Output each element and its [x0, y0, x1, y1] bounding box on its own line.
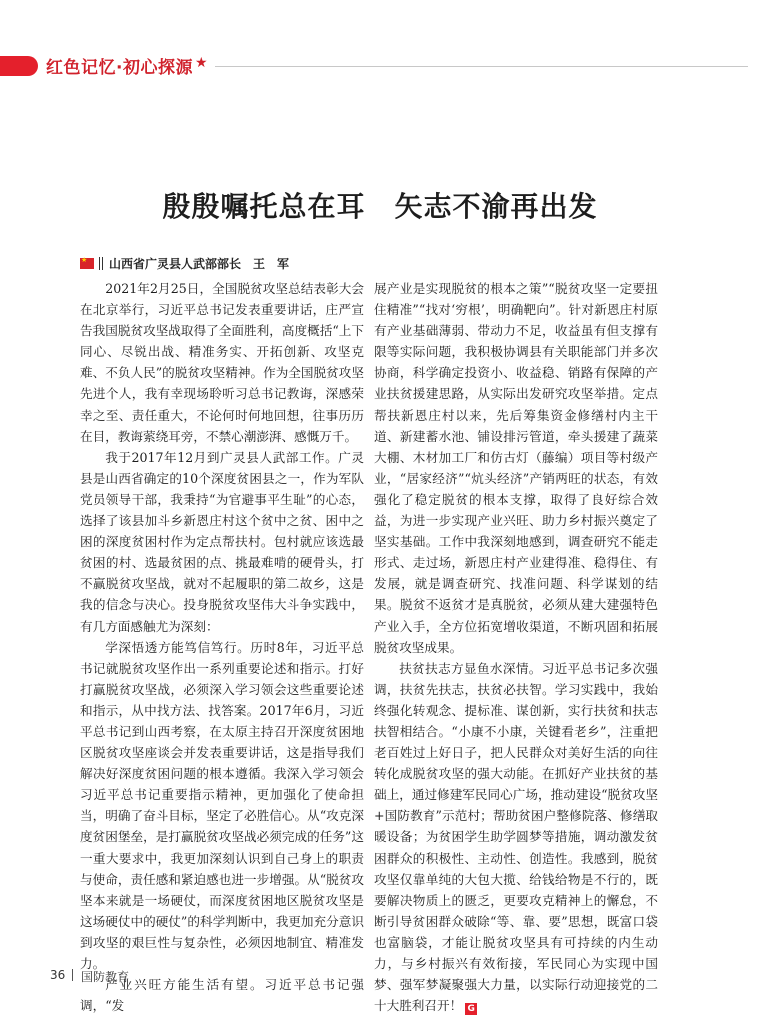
paragraph: 产业兴旺方能生活有望。习近平总书记强调，“发: [80, 977, 364, 1014]
header-divider: [215, 66, 748, 67]
page-number: 36: [50, 968, 66, 982]
paragraph-text: 扶贫扶志方显鱼水深情。习近平总书记多次强调，扶贫先扶志，扶贫必扶智。学习实践中，我始终强化转观念、提标准、谋创新，实行扶贫和扶志扶智相结合。“小康不小康，关键看老乡”，注重把老百姓过上好日子，把人民群众对美好生活的向往转化成脱贫攻坚的强大动能。在抓好产业扶贫的基础上，通过修建军民同心广场，推动建设“脱贫攻坚+国防教育”示范村；帮助贫困户整修院落、修缮取暖设备；为贫困学生助学圆梦等措施，调动激发贫困群众的积极性、主动性、创造性。我感到，脱贫攻坚仅靠单纯的大包大揽、给钱给物是不行的，既要解决物质上的匮乏，更要攻克精神上的懈怠，不断引导贫困群众破除“等、靠、要”思想，既富口袋也富脑袋，才能让脱贫攻坚具有可持续的内生动力，与乡村振兴有效衔接，军民同心为实现中国梦、强军梦凝聚强大力量，以实际行动迎接党的二十大胜利召开！: [374, 660, 658, 1014]
paragraph-continuation: 展产业是实现脱贫的根本之策”“脱贫攻坚一定要扭住精准”“找对‘穷根’，明确靶向”。针对新恩庄村原有产业基础薄弱、带动力不足，收益虽有但支撑有限等实际问题，我积极协调县有关职能部门并多次协商，科学确定投资小、收益稳、销路有保障的产业扶贫援建思路，从实际出发研究攻坚举措。定点帮扶新恩庄村以来，先后筹集资金修缮村内主干道、新建蓄水池、铺设排污管道，牵头援建了蔬菜大棚、木材加工厂和仿古灯（藤编）项目等村级产业，“居家经济”“炕头经济”产销两旺的状态，有效强化了稳定脱贫的根本支撑，取得了良好综合效益，为进一步实现产业兴旺、助力乡村振兴奠定了坚实基础。工作中我深刻地感到，调查研究不能走形式、走过场，新恩庄村产业建得准、稳得住、有发展，就是调查研究、找准问题、科学谋划的结果。脱贫不返贫才是真脱贫，必须从建大建强特色产业入手，全方位拓宽增收渠道，不断巩固和拓展脱贫攻坚成果。: [374, 281, 658, 655]
footer-separator: [72, 969, 73, 981]
star-icon: ★: [195, 55, 208, 71]
magazine-name: 国防教育: [81, 970, 130, 984]
flag-icon: ★: [80, 258, 94, 269]
paragraph: 学深悟透方能笃信笃行。历时8年，习近平总书记就脱贫攻坚作出一系列重要论述和指示。打好打赢脱贫攻坚战，必须深入学习领会这些重要论述和指示，从中找方法、找答案。2017年6月，习近平总书记到山西考察，在太原主持召开深度贫困地区脱贫攻坚座谈会并发表重要讲话，这是指导我们解决好深度贫困问题的根本遵循。我深入学习领会习近平总书记重要指示精神，更加强化了使命担当，明确了奋斗目标，坚定了必胜信心。从“攻克深度贫困堡垒，是打赢脱贫攻坚战必须完成的任务”这一重大要求中，我更加深刻认识到自己身上的职责与使命，责任感和紧迫感也进一步增强。从“脱贫攻坚本来就是一场硬仗，而深度贫困地区脱贫攻坚是这场硬仗中的硬仗”的科学判断中，我更加充分意识到攻坚的艰巨性与复杂性，必须因地制宜、精准发力。: [80, 639, 364, 971]
article-headline: 殷殷嘱托总在耳 矢志不渝再出发: [162, 189, 598, 223]
byline-separator: [99, 257, 103, 270]
paragraph: 我于2017年12月到广灵县人武部工作。广灵县是山西省确定的10个深度贫困县之一，作为军队党员领导干部，我秉持“为官避事平生耻”的心态，选择了该县加斗乡新恩庄村这个贫中之贫、困中之困的深度贫困村作为定点帮扶村。包村就应该选最贫困的村、选最贫困的点、挑最难啃的硬骨头，打不赢脱贫攻坚战，就对不起履职的第二故乡，这是我的信念与决心。投身脱贫攻坚伟大斗争实践中，有几方面感触尤为深刻：: [80, 449, 364, 634]
section-title: 红色记忆·初心探源: [46, 58, 193, 78]
paragraph: 2021年2月25日，全国脱贫攻坚总结表彰大会在北京举行，习近平总书记发表重要讲话，庄严宣告我国脱贫攻坚战取得了全面胜利，高度概括“上下同心、尽锐出战、精准务实、开拓创新、攻坚克难、不负人民”的脱贫攻坚精神。作为全国脱贫攻坚先进个人，我有幸现场聆听习总书记教诲，深感荣幸之至、责任重大，不论何时何地回想，往事历历在目，教诲萦绕耳旁，不禁心潮澎湃、感慨万千。: [80, 281, 364, 444]
article-column-left: [80, 278, 364, 1016]
end-of-article-icon: G: [465, 1003, 477, 1015]
author-byline: 山西省广灵县人武部部长 王 军: [109, 257, 290, 271]
paragraph: [374, 658, 658, 1016]
article-column-right: [374, 278, 658, 1016]
section-tab-marker: [0, 56, 38, 76]
